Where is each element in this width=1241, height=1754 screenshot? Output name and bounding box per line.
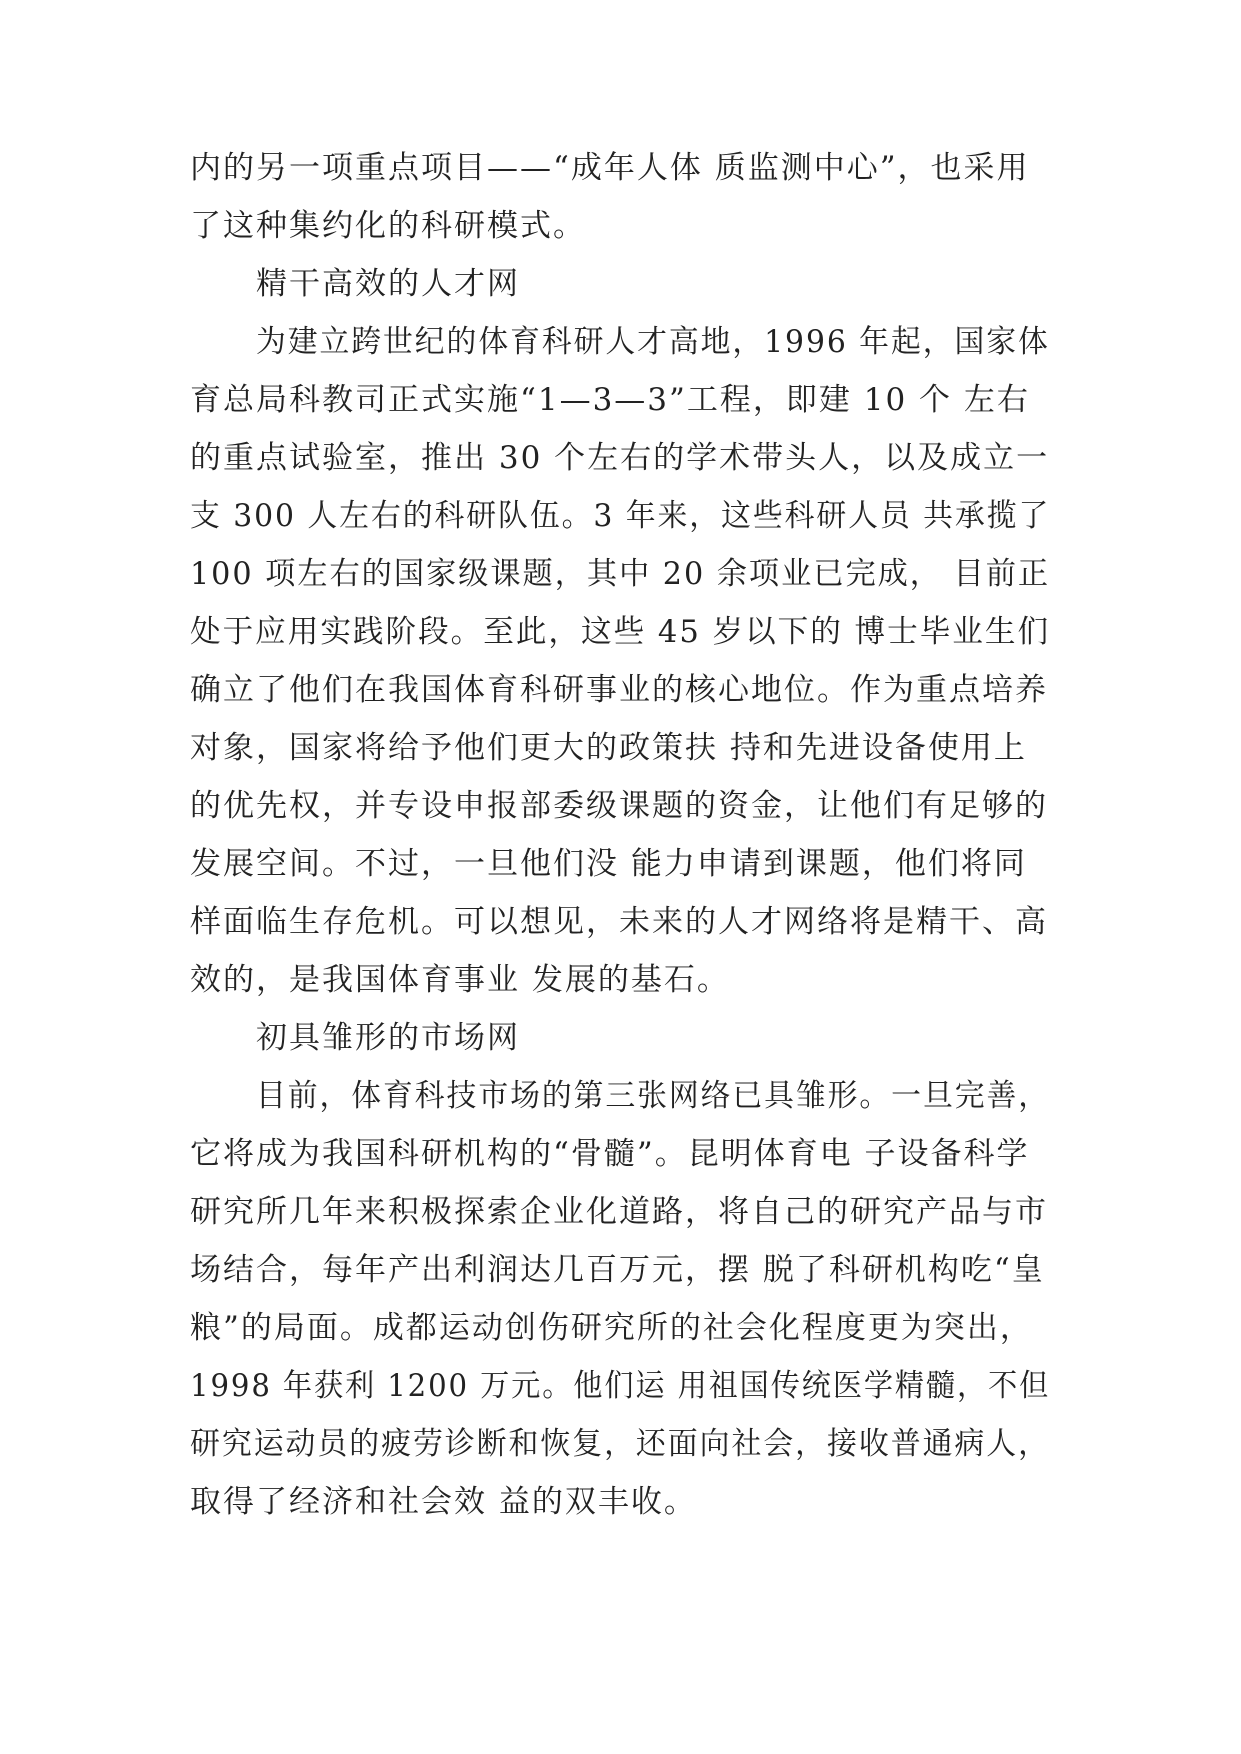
- text-line-14: 样面临生存危机。可以想见，未来的人才网络将是精干、高: [190, 904, 1048, 940]
- text-line-5: 育总局科教司正式实施“1—3—3”工程，即建 10 个 左右: [190, 382, 1030, 418]
- text-line-8: 100 项左右的国家级课题，其中 20 余项业已完成， 目前正: [190, 556, 1051, 592]
- section-heading-talent-network: 精干高效的人才网: [256, 266, 520, 302]
- text-line-24: 取得了经济和社会效 益的双丰收。: [190, 1484, 697, 1520]
- text-line-15: 效的，是我国体育事业 发展的基石。: [190, 962, 730, 998]
- text-line-4: 为建立跨世纪的体育科研人才高地，1996 年起，国家体: [256, 324, 1050, 360]
- section-heading-market-network: 初具雏形的市场网: [256, 1020, 520, 1056]
- text-line-7: 支 300 人左右的科研队伍。3 年来，这些科研人员 共承揽了: [190, 498, 1051, 534]
- text-line-13: 发展空间。不过，一旦他们没 能力申请到课题，他们将同: [190, 846, 1027, 882]
- text-line-17: 目前，体育科技市场的第三张网络已具雏形。一旦完善，: [256, 1078, 1050, 1114]
- text-line-6: 的重点试验室，推出 30 个左右的学术带头人，以及成立一: [190, 440, 1050, 476]
- text-line-19: 研究所几年来积极探索企业化道路，将自己的研究产品与市: [190, 1194, 1048, 1230]
- text-line-10: 确立了他们在我国体育科研事业的核心地位。作为重点培养: [190, 672, 1048, 708]
- text-line-20: 场结合，每年产出利润达几百万元，摆 脱了科研机构吃“皇: [190, 1252, 1045, 1288]
- text-line-22: 1998 年获利 1200 万元。他们运 用祖国传统医学精髓，不但: [190, 1368, 1051, 1404]
- text-line-23: 研究运动员的疲劳诊断和恢复，还面向社会，接收普通病人，: [190, 1426, 1050, 1462]
- text-line-21: 粮”的局面。成都运动创伤研究所的社会化程度更为突出，: [190, 1310, 1033, 1346]
- text-line-1: 内的另一项重点项目——“成年人体 质监测中心”，也采用: [190, 150, 1030, 186]
- text-line-11: 对象，国家将给予他们更大的政策扶 持和先进设备使用上: [190, 730, 1027, 766]
- text-line-9: 处于应用实践阶段。至此，这些 45 岁以下的 博士毕业生们: [190, 614, 1051, 650]
- text-line-12: 的优先权，并专设申报部委级课题的资金，让他们有足够的: [190, 788, 1048, 824]
- text-line-18: 它将成为我国科研机构的“骨髓”。昆明体育电 子设备科学: [190, 1136, 1030, 1172]
- text-line-2: 了这种集约化的科研模式。: [190, 208, 586, 244]
